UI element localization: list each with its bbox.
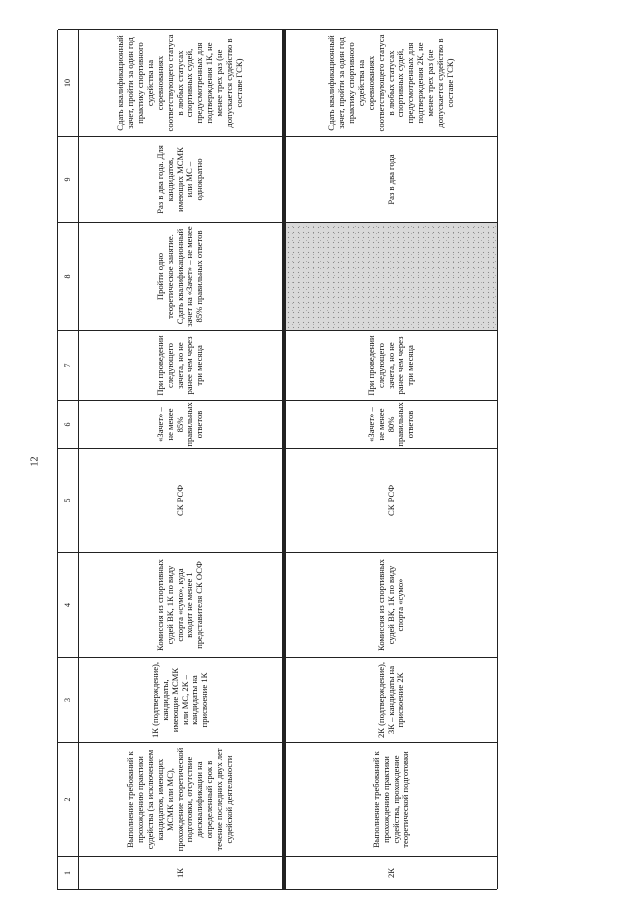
row-1k-timing: При проведении следующего зачета, но не ранее чем через три месяца <box>79 330 286 400</box>
header-col-10: 10 <box>58 29 79 136</box>
row-1k-requirements: Выполнение требований к прохождению практики судейства (за исключением кандидатов, имеющих МСМК или МС), прохождение теоретической подготовки, отсутствие дисквалификации на определенный срок в течение последних двух лет судейской деятельности <box>79 742 286 856</box>
header-col-5: 5 <box>58 448 79 552</box>
qualification-table <box>57 30 497 890</box>
header-col-3: 3 <box>58 657 79 742</box>
row-2k-requirements: Выполнение требований к прохождению практики судейства, прохождение теоретической подготовки <box>286 742 498 856</box>
row-2k-applicants: 2К (подтверждение), 3К – кандидаты на присвоение 2К <box>286 657 498 742</box>
row-2k-organizer: СК РСФ <box>286 448 498 552</box>
header-col-7: 7 <box>58 330 79 400</box>
row-1k-frequency: Раз в два года. Для кандидатов, имеющих МСМК или МС – однократно <box>79 136 286 222</box>
row-1k-commission: Комиссия из спортивных судей ВК, 1К по виду спорта «сумо», куда входит не менее 1 представителя СК ОСФ <box>79 552 286 657</box>
row-2k-commission: Комиссия из спортивных судей ВК, 1К по виду спорта «сумо» <box>286 552 498 657</box>
row-1k-extra: Пройти одно теоретическое занятие. Сдать квалификационный зачет на «Зачет» – не менее 85% правильных ответов <box>79 222 286 330</box>
header-col-9: 9 <box>58 136 79 222</box>
row-2k-category: 2К <box>286 856 498 889</box>
header-col-4: 4 <box>58 552 79 657</box>
row-2k-timing: При проведении следующего зачета, но не ранее чем через три месяца <box>286 330 498 400</box>
row-1k-organizer: СК РСФ <box>79 448 286 552</box>
row-2k-frequency: Раз в два года <box>286 136 498 222</box>
document-sheet <box>57 30 497 890</box>
row-2k-score: «Зачет» – не менее 80% правильных ответов <box>286 400 498 448</box>
row-1k-notes: Сдать квалификационный зачет, пройти за один год практику спортивного судейства на соревнованиях соответствующего статуса в любых статусах спортивных судей, предусмотренных для подтверждения 1К, не менее трех раз (не допускается судейство в составе ГСК) <box>79 29 286 136</box>
header-col-2: 2 <box>58 742 79 856</box>
page-number: 12 <box>29 456 41 467</box>
header-col-6: 6 <box>58 400 79 448</box>
row-2k-notes: Сдать квалификационный зачет, пройти за один год практику спортивного судейства на соревнованиях соответствующего статуса в любых статусах спортивных судей, предусмотренных для подтверждения 2К, не менее трех раз (не допускается судейство в составе ГСК) <box>286 29 498 136</box>
row-1k-category: 1К <box>79 856 286 889</box>
row-1k-score: «Зачет» – не менее 85% правильных ответов <box>79 400 286 448</box>
row-1k-applicants: 1К (подтверждение), кандидаты, имеющие МСМК или МС, 2К – кандидаты на присвоение 1К <box>79 657 286 742</box>
header-col-1: 1 <box>58 856 79 889</box>
header-col-8: 8 <box>58 222 79 330</box>
row-2k-extra <box>286 222 498 330</box>
